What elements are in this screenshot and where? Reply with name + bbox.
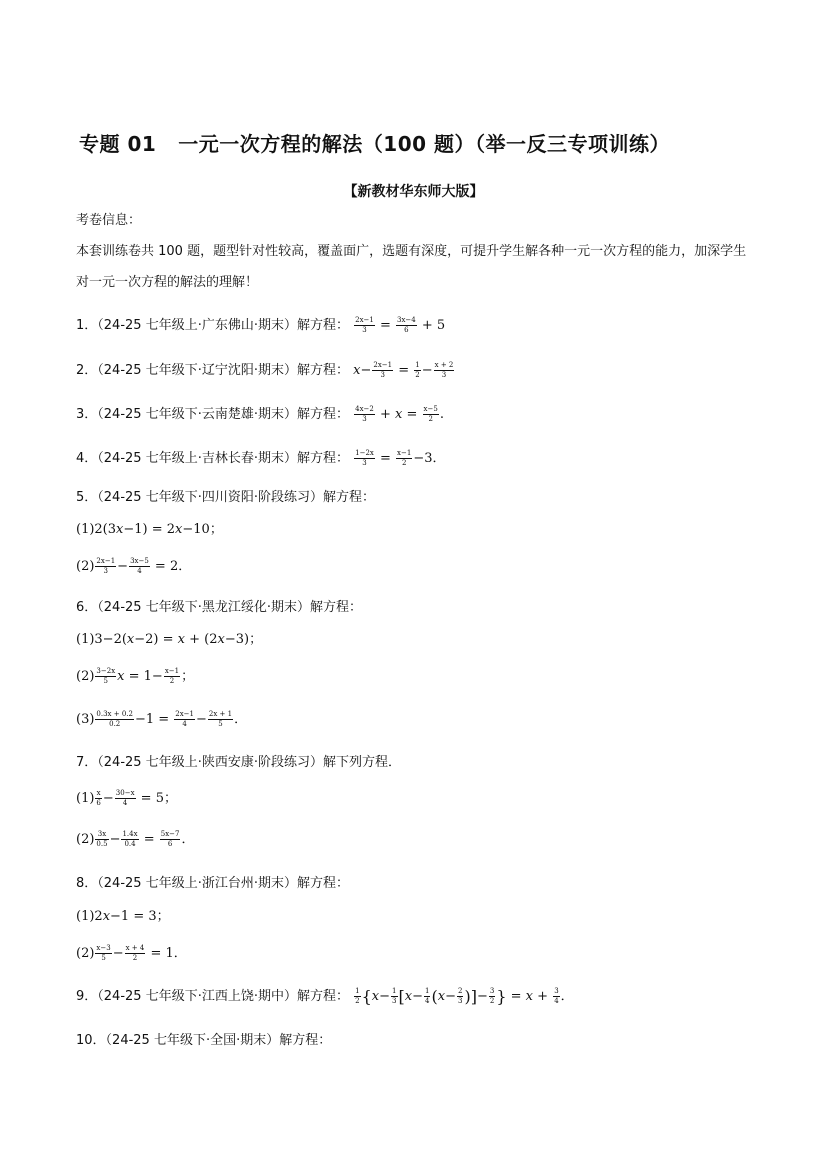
question-7	[76, 751, 401, 770]
page-title	[79, 128, 670, 157]
question-instruction: 解方程：	[309, 600, 362, 615]
question-1	[76, 314, 445, 335]
question-instruction: 解方程：	[279, 1033, 332, 1048]
question-source: （24-25 七年级下·全国·期末）	[105, 1033, 280, 1048]
question-number: 1．	[76, 318, 98, 333]
equation: x− $\frac{2x-1}{3}$ = $\frac{1}{2}$ − $\frac{x + 2}{3}$	[353, 361, 454, 379]
question-number: 8．	[76, 876, 98, 891]
question-4	[76, 447, 445, 468]
question-number: 9．	[76, 989, 98, 1004]
question-instruction: 解方程：	[296, 451, 349, 466]
question-source: （24-25 七年级下·云南楚雄·期末）	[97, 407, 297, 422]
question-instruction: 解方程：	[296, 363, 349, 378]
question-number: 6．	[76, 600, 98, 615]
equation-6-2: (2) $\frac{3-2x}{5}$ x = 1− $\frac{x-1}{2}$ ；	[76, 667, 195, 685]
question-instruction: 解方程：	[322, 490, 375, 505]
question-10	[76, 1029, 331, 1048]
question-source: （24-25 七年级上·浙江台州·期末）	[97, 876, 297, 891]
equation: $\frac{2x-1}{3}$ = $\frac{3x-4}{6}$ + 5	[355, 316, 446, 334]
question-3	[76, 403, 444, 424]
equation-7-2: (2) $\frac{3x}{0.5}$ − $\frac{1.4x}{0.4}$ = $\frac{5x-7}{6}$ ．	[76, 830, 195, 848]
question-instruction: 解方程：	[296, 876, 349, 891]
question-2	[76, 359, 455, 380]
question-source: （24-25 七年级下·四川资阳·阶段练习）	[97, 490, 323, 505]
equation-6-1: (1)3−2(x−2) = x + (2x−3)；	[76, 632, 263, 647]
question-number: 3．	[76, 407, 98, 422]
title-part2: 一元一次方程的解法（100 题）（举一反三专项训练）	[178, 132, 671, 156]
question-9	[76, 985, 574, 1006]
info-label: 考卷信息：	[76, 213, 142, 228]
equation-5-1: (1)2(3x−1) = 2x−10；	[76, 522, 223, 537]
question-source: （24-25 七年级上·吉林长春·期末）	[97, 451, 297, 466]
question-5	[76, 486, 375, 505]
question-source: （24-25 七年级上·陕西安康·阶段练习）	[97, 755, 323, 770]
question-number: 10．	[76, 1033, 106, 1048]
question-source: （24-25 七年级下·江西上饶·期中）	[97, 989, 297, 1004]
info-text: 本套训练卷共 100 题，题型针对性较高，覆盖面广，选题有深度，可提升学生解各种一元一次方程的能力，加深学生对一元一次方程的解法的理解！	[76, 244, 747, 290]
question-source: （24-25 七年级下·黑龙江绥化·期末）	[97, 600, 310, 615]
equation-6-3: (3) $\frac{0.3x + 0.2}{0.2}$ −1 = $\frac{2x-1}{4}$ − $\frac{2x + 1}{5}$ ．	[76, 710, 248, 728]
page-subtitle: 【新教材华东师大版】	[343, 184, 484, 200]
question-6	[76, 596, 362, 615]
question-instruction: 解方程：	[296, 318, 349, 333]
question-number: 7．	[76, 755, 98, 770]
equation-8-1: (1)2x−1 = 3；	[76, 909, 170, 924]
equation: $\frac{1-2x}{3}$ = $\frac{x-1}{2}$ −3．	[355, 449, 446, 467]
question-instruction: 解下列方程．	[322, 755, 401, 770]
question-number: 5．	[76, 490, 98, 505]
equation-7-1: (1) $\frac{x}{6}$ − $\frac{30-x}{4}$ = 5；	[76, 789, 177, 807]
equation: $\frac{4x-2}{3}$ + x = $\frac{x-5}{2}$ .	[355, 405, 444, 423]
question-source: （24-25 七年级上·广东佛山·期末）	[97, 318, 297, 333]
question-source: （24-25 七年级下·辽宁沈阳·期末）	[97, 363, 297, 378]
question-number: 2．	[76, 363, 98, 378]
title-part1: 专题 01	[79, 132, 157, 156]
equation: $\frac{1}{2}$ {x− $\frac{1}{3}$ [x− $\frac{1}{4}$ (x− $\frac{2}{3}$ )]− $\frac{3}{2}$ } = x + $\frac{3}{4}$ ．	[355, 987, 574, 1006]
question-instruction: 解方程：	[296, 989, 349, 1004]
question-instruction: 解方程：	[296, 407, 349, 422]
question-8	[76, 872, 349, 891]
question-number: 4．	[76, 451, 98, 466]
equation-5-2: (2) $\frac{2x-1}{3}$ − $\frac{3x-5}{4}$ = 2．	[76, 557, 192, 575]
equation-8-2: (2) $\frac{x-3}{5}$ − $\frac{x + 4}{2}$ = 1．	[76, 944, 187, 962]
